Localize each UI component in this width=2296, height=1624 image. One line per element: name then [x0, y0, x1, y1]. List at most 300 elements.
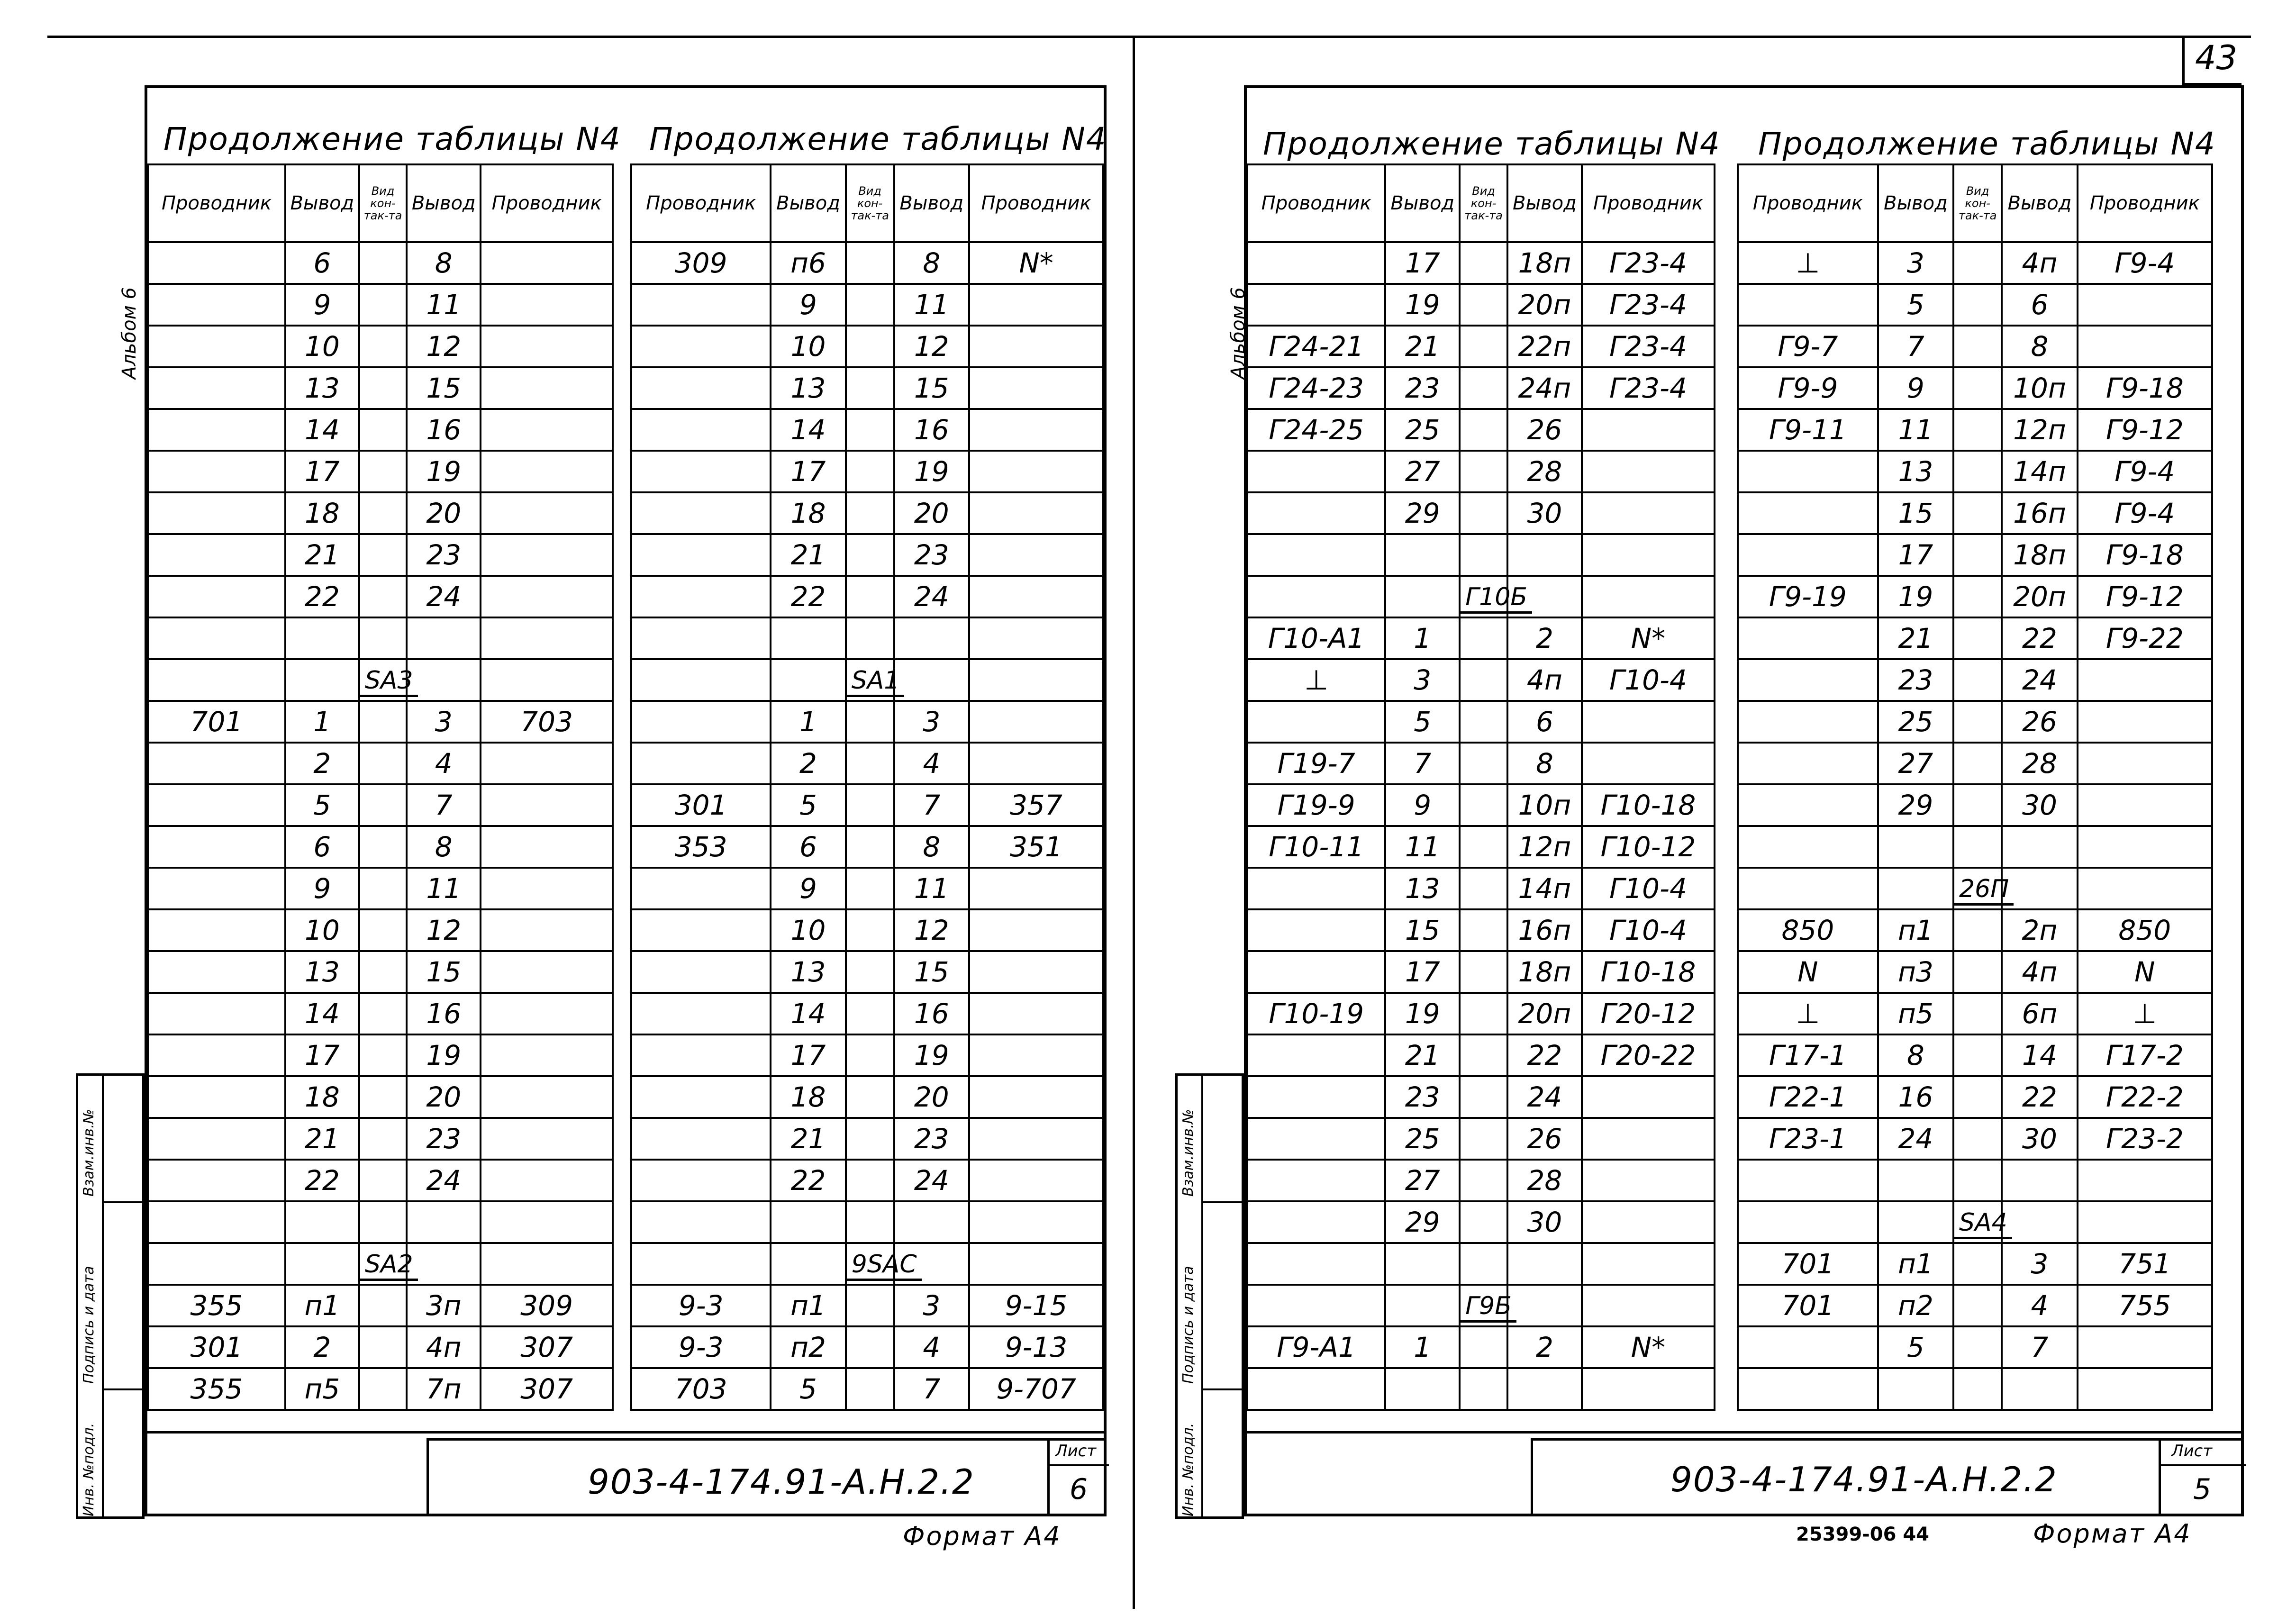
table-cell — [846, 1118, 894, 1160]
table-cell — [1460, 242, 1507, 284]
table-cell — [148, 868, 285, 909]
table-row — [631, 242, 1103, 284]
table-cell: 10 — [285, 326, 359, 367]
table-cell — [969, 659, 1103, 701]
terminal-header: Вывод — [771, 164, 845, 242]
table-row — [631, 1243, 1103, 1285]
table-cell: 24п — [1507, 367, 1582, 409]
table-cell: Г10-11 — [1247, 826, 1385, 868]
left-doc-code: 903-4-174.91-А.Н.2.2 — [588, 1462, 975, 1502]
table-cell — [1507, 1243, 1582, 1285]
table-row — [148, 1034, 613, 1076]
table-cell — [2078, 284, 2212, 326]
table-cell — [1247, 1118, 1385, 1160]
table-cell — [481, 1243, 613, 1285]
table-cell — [2078, 1201, 2212, 1243]
table-cell: 12 — [894, 909, 969, 951]
table-cell: Г20-22 — [1582, 1034, 1715, 1076]
table-cell: 307 — [481, 1368, 613, 1410]
table-cell — [1953, 993, 2002, 1034]
table-cell: 309 — [631, 242, 771, 284]
table-cell — [631, 367, 771, 409]
table-cell: Г22-2 — [2078, 1076, 2212, 1118]
table-cell: 15 — [1878, 492, 1953, 534]
table-cell: 1 — [771, 701, 845, 743]
table-cell: ⊥ — [2078, 993, 2212, 1034]
table-cell: 6 — [2002, 284, 2077, 326]
table-cell: 6п — [2002, 993, 2077, 1034]
table-cell — [631, 451, 771, 492]
table-cell — [631, 284, 771, 326]
table-cell — [969, 1034, 1103, 1076]
table-cell: 11 — [1385, 826, 1460, 868]
table-cell — [285, 1243, 359, 1285]
table-row — [1247, 1243, 1715, 1285]
table-cell: 16 — [1878, 1076, 1953, 1118]
table-cell: 30 — [1507, 1201, 1582, 1243]
table-cell — [1953, 367, 2002, 409]
table-row — [1247, 1326, 1715, 1368]
table-row — [631, 492, 1103, 534]
table-cell: 7 — [1385, 743, 1460, 784]
table-cell — [631, 993, 771, 1034]
table-cell: 4 — [407, 743, 481, 784]
table-row — [631, 743, 1103, 784]
table-cell — [2002, 1368, 2077, 1410]
table-cell: 20п — [1507, 284, 1582, 326]
table-row — [1247, 576, 1715, 617]
table-row — [148, 659, 613, 701]
table-cell — [2078, 659, 2212, 701]
table-cell: Г23-4 — [1582, 284, 1715, 326]
table-cell — [1460, 784, 1507, 826]
table-cell — [481, 743, 613, 784]
table-row — [631, 1160, 1103, 1201]
table-cell: 9-3 — [631, 1285, 771, 1326]
table-cell: ⊥ — [1247, 659, 1385, 701]
table-row — [1738, 534, 2212, 576]
table-cell: Г9-19 — [1738, 576, 1878, 617]
table-cell — [1878, 1201, 1953, 1243]
table-cell — [359, 1034, 407, 1076]
table-row — [631, 617, 1103, 659]
table-row — [631, 909, 1103, 951]
table-cell — [1460, 492, 1507, 534]
table-cell: 10п — [1507, 784, 1582, 826]
table-cell — [1460, 326, 1507, 367]
table-cell — [1738, 826, 1878, 868]
table-row — [1247, 492, 1715, 534]
table-cell — [631, 1034, 771, 1076]
table-cell: 26 — [1507, 1118, 1582, 1160]
table-cell: 29 — [1878, 784, 1953, 826]
contact-type-header: Вид кон-так-та — [1953, 164, 2002, 242]
right-stamp-divider — [1201, 1073, 1203, 1519]
table-cell — [1953, 826, 2002, 868]
table-cell — [969, 451, 1103, 492]
table-cell — [2078, 326, 2212, 367]
table-row — [631, 534, 1103, 576]
table-cell — [1738, 284, 1878, 326]
table-row — [631, 1285, 1103, 1326]
table-cell — [771, 1201, 845, 1243]
table-cell — [1247, 701, 1385, 743]
table-row — [1247, 1160, 1715, 1201]
conductor-header: Проводник — [631, 164, 771, 242]
table-cell: 6 — [771, 826, 845, 868]
table-row — [148, 326, 613, 367]
table-cell — [771, 1243, 845, 1285]
table-cell: 22 — [771, 1160, 845, 1201]
table-cell — [846, 284, 894, 326]
left-album-label: Альбом 6 — [118, 287, 140, 379]
terminal-header: Вывод — [894, 164, 969, 242]
table-row — [1247, 909, 1715, 951]
section-label-cell — [1953, 1201, 2007, 1243]
table-cell: 30 — [1507, 492, 1582, 534]
table-cell — [1460, 659, 1507, 701]
table-cell — [1953, 326, 2002, 367]
right-titleblock-top — [1244, 1431, 2244, 1433]
table-cell — [969, 951, 1103, 993]
table-cell — [846, 1034, 894, 1076]
section-label: SA2 — [360, 1250, 418, 1281]
table-row — [1247, 1201, 1715, 1243]
table-row — [148, 367, 613, 409]
table-cell — [1738, 701, 1878, 743]
table-cell: 22 — [285, 576, 359, 617]
table-cell: 23 — [407, 1118, 481, 1160]
table-cell — [148, 993, 285, 1034]
table-cell — [631, 1201, 771, 1243]
table-cell — [894, 1201, 969, 1243]
table-cell — [1953, 242, 2002, 284]
table-cell: 10 — [285, 909, 359, 951]
table-cell — [1878, 868, 1953, 909]
left-stamp-divider — [102, 1073, 104, 1519]
table-row — [1247, 1034, 1715, 1076]
table-cell: 20 — [407, 1076, 481, 1118]
table-row — [1738, 242, 2212, 284]
table-cell — [1385, 1243, 1460, 1285]
table-cell: Г17-2 — [2078, 1034, 2212, 1076]
table-row — [1738, 1243, 2212, 1285]
table-cell — [1582, 1118, 1715, 1160]
table-cell — [481, 326, 613, 367]
table-cell — [1247, 909, 1385, 951]
table-cell: 7 — [894, 784, 969, 826]
table-cell: 13 — [285, 367, 359, 409]
table-cell: 20п — [2002, 576, 2077, 617]
table-cell: 15 — [894, 367, 969, 409]
table-cell — [969, 367, 1103, 409]
right-connection-table-1 — [1246, 163, 1715, 1411]
table-cell: 19 — [407, 1034, 481, 1076]
table-cell — [1385, 534, 1460, 576]
table-cell — [1582, 409, 1715, 451]
table-cell — [631, 534, 771, 576]
table-cell: 12 — [894, 326, 969, 367]
table-cell — [1738, 617, 1878, 659]
table-row — [1738, 326, 2212, 367]
table-cell: N* — [1582, 617, 1715, 659]
table-cell: 701 — [148, 701, 285, 743]
table-cell — [631, 492, 771, 534]
table-cell — [1582, 492, 1715, 534]
table-cell — [481, 617, 613, 659]
table-cell — [969, 492, 1103, 534]
table-cell — [359, 784, 407, 826]
table-cell — [148, 743, 285, 784]
right-format-label: Формат А4 — [2033, 1519, 2192, 1549]
table-cell: 2 — [285, 1326, 359, 1368]
table-cell: 23 — [407, 534, 481, 576]
table-cell — [2078, 701, 2212, 743]
table-row — [148, 1243, 613, 1285]
table-row — [1738, 951, 2212, 993]
table-row — [1247, 409, 1715, 451]
table-cell: 307 — [481, 1326, 613, 1368]
table-cell: 27 — [1385, 451, 1460, 492]
table-cell — [359, 868, 407, 909]
table-cell — [481, 659, 613, 701]
table-cell: 10п — [2002, 367, 2077, 409]
table-cell: N* — [1582, 1326, 1715, 1368]
table-cell: 4п — [2002, 242, 2077, 284]
table-row — [1738, 659, 2212, 701]
table-cell: п5 — [285, 1368, 359, 1410]
table-cell — [1582, 1201, 1715, 1243]
right-stamp-inv: Инв. №подл. — [1180, 1423, 1197, 1516]
conductor-header: Проводник — [969, 164, 1103, 242]
table-row — [148, 534, 613, 576]
table-row — [1738, 617, 2212, 659]
table-row — [1738, 284, 2212, 326]
table-cell: 18п — [1507, 951, 1582, 993]
table-cell — [148, 492, 285, 534]
table-cell — [359, 284, 407, 326]
table-cell — [1738, 492, 1878, 534]
section-label: 9SAC — [847, 1250, 922, 1281]
table-cell: 21 — [285, 1118, 359, 1160]
table-cell — [631, 409, 771, 451]
table-cell — [1738, 534, 1878, 576]
table-row — [148, 868, 613, 909]
table-cell: Г24-21 — [1247, 326, 1385, 367]
section-label-cell — [359, 1243, 413, 1285]
table-cell: 15 — [407, 951, 481, 993]
table-cell: Г19-9 — [1247, 784, 1385, 826]
conductor-header: Проводник — [2078, 164, 2212, 242]
table-cell: 3 — [894, 701, 969, 743]
table-row — [631, 701, 1103, 743]
table-cell: 26 — [1507, 409, 1582, 451]
table-cell — [1738, 1326, 1878, 1368]
table-row — [148, 743, 613, 784]
left-stamp-inv: Инв. №подл. — [81, 1423, 97, 1516]
table-cell: 19 — [1878, 576, 1953, 617]
left-stamp-divider — [102, 1201, 145, 1203]
table-row — [1247, 367, 1715, 409]
table-cell — [1247, 1243, 1385, 1285]
table-cell — [148, 1118, 285, 1160]
table-cell: Г9-11 — [1738, 409, 1878, 451]
table-cell: 9-13 — [969, 1326, 1103, 1368]
table-cell — [2078, 868, 2212, 909]
table-cell: 28 — [1507, 1160, 1582, 1201]
table-cell: Г9-А1 — [1247, 1326, 1385, 1368]
table-cell — [631, 617, 771, 659]
table-row — [1738, 743, 2212, 784]
section-label-cell — [846, 659, 900, 701]
table-row — [1738, 367, 2212, 409]
table-cell — [148, 409, 285, 451]
center-fold-line — [1133, 36, 1135, 1609]
table-cell — [846, 909, 894, 951]
table-cell — [1582, 743, 1715, 784]
table-cell: 10 — [771, 326, 845, 367]
table-row — [631, 951, 1103, 993]
table-cell — [407, 1201, 481, 1243]
table-cell: 21 — [285, 534, 359, 576]
table-row — [631, 826, 1103, 868]
table-cell: Г10-А1 — [1247, 617, 1385, 659]
table-cell: 7 — [2002, 1326, 2077, 1368]
table-cell: 9 — [285, 868, 359, 909]
table-cell — [969, 534, 1103, 576]
table-row — [631, 409, 1103, 451]
right-list-box — [2159, 1438, 2244, 1516]
left-titleblock-divider — [427, 1438, 429, 1516]
table-cell: Г9-7 — [1738, 326, 1878, 367]
table-cell: Г24-25 — [1247, 409, 1385, 451]
table-cell: 10 — [771, 909, 845, 951]
table-cell: 15 — [407, 367, 481, 409]
right-bottom-note: 25399-06 44 — [1796, 1524, 1930, 1545]
table-cell — [631, 1243, 771, 1285]
table-cell — [481, 367, 613, 409]
section-label-cell — [846, 1243, 917, 1285]
table-cell: N — [1738, 951, 1878, 993]
left-connection-table-1 — [147, 163, 614, 1411]
table-cell — [846, 367, 894, 409]
section-label: Г9Б — [1461, 1292, 1516, 1323]
table-cell — [407, 1243, 481, 1285]
table-cell — [1247, 1201, 1385, 1243]
table-row — [148, 284, 613, 326]
table-cell — [359, 451, 407, 492]
table-row — [1247, 868, 1715, 909]
table-cell — [1953, 617, 2002, 659]
table-row — [148, 826, 613, 868]
table-row — [1738, 1034, 2212, 1076]
table-header-row — [631, 164, 1103, 242]
table-cell — [1878, 1368, 1953, 1410]
table-cell: Г10-12 — [1582, 826, 1715, 868]
table-cell: 16п — [1507, 909, 1582, 951]
table-cell: Г9-18 — [2078, 534, 2212, 576]
table-cell — [1953, 492, 2002, 534]
table-row — [1247, 1285, 1715, 1326]
table-row — [148, 1201, 613, 1243]
table-cell — [148, 1034, 285, 1076]
table-cell: 14 — [285, 409, 359, 451]
table-row — [631, 367, 1103, 409]
section-label-cell — [359, 659, 413, 701]
right-stamp-replace: Взам.инв.№ — [1180, 1109, 1197, 1197]
table-cell — [359, 1118, 407, 1160]
table-cell — [1460, 284, 1507, 326]
left-table2-title: Продолжение таблицы N4 — [649, 121, 1107, 157]
table-cell: п2 — [771, 1326, 845, 1368]
table-cell: 17 — [1878, 534, 1953, 576]
table-row — [1738, 1368, 2212, 1410]
table-cell: 11 — [407, 868, 481, 909]
table-cell — [1953, 1326, 2002, 1368]
table-cell: 13 — [1385, 868, 1460, 909]
table-cell — [1953, 784, 2002, 826]
table-cell: 353 — [631, 826, 771, 868]
table-cell — [631, 1160, 771, 1201]
table-cell — [148, 451, 285, 492]
table-cell: 5 — [1878, 284, 1953, 326]
right-table2-title: Продолжение таблицы N4 — [1758, 126, 2216, 162]
table-cell — [969, 617, 1103, 659]
table-cell — [2078, 1368, 2212, 1410]
table-header-row — [1738, 164, 2212, 242]
table-cell: 27 — [1878, 743, 1953, 784]
table-cell — [846, 951, 894, 993]
table-cell: 30 — [2002, 784, 2077, 826]
table-cell: Г23-1 — [1738, 1118, 1878, 1160]
table-cell: 3 — [407, 701, 481, 743]
table-cell — [846, 617, 894, 659]
section-label-cell — [1460, 1285, 1512, 1326]
table-cell — [359, 576, 407, 617]
table-cell: 9 — [771, 868, 845, 909]
table-cell: 19 — [894, 1034, 969, 1076]
table-cell: 355 — [148, 1285, 285, 1326]
table-cell: 24 — [894, 576, 969, 617]
table-cell — [2002, 826, 2077, 868]
table-row — [1247, 534, 1715, 576]
table-cell — [771, 659, 845, 701]
table-row — [1247, 701, 1715, 743]
table-cell — [148, 367, 285, 409]
table-cell: Г23-4 — [1582, 326, 1715, 367]
table-cell — [1738, 743, 1878, 784]
table-cell: п3 — [1878, 951, 1953, 993]
table-cell: 30 — [2002, 1118, 2077, 1160]
table-cell — [1582, 534, 1715, 576]
table-cell — [359, 701, 407, 743]
table-cell — [1247, 1160, 1385, 1201]
table-cell: 24 — [407, 576, 481, 617]
conductor-header: Проводник — [1582, 164, 1715, 242]
table-cell: 24 — [1878, 1118, 1953, 1160]
table-cell — [1460, 1326, 1507, 1368]
table-cell — [1738, 1368, 1878, 1410]
table-cell: 25 — [1878, 701, 1953, 743]
table-row — [1738, 409, 2212, 451]
table-cell: 15 — [894, 951, 969, 993]
table-cell — [481, 1160, 613, 1201]
table-cell — [969, 409, 1103, 451]
table-cell — [148, 617, 285, 659]
table-row — [148, 1160, 613, 1201]
table-row — [148, 784, 613, 826]
table-cell — [1738, 451, 1878, 492]
